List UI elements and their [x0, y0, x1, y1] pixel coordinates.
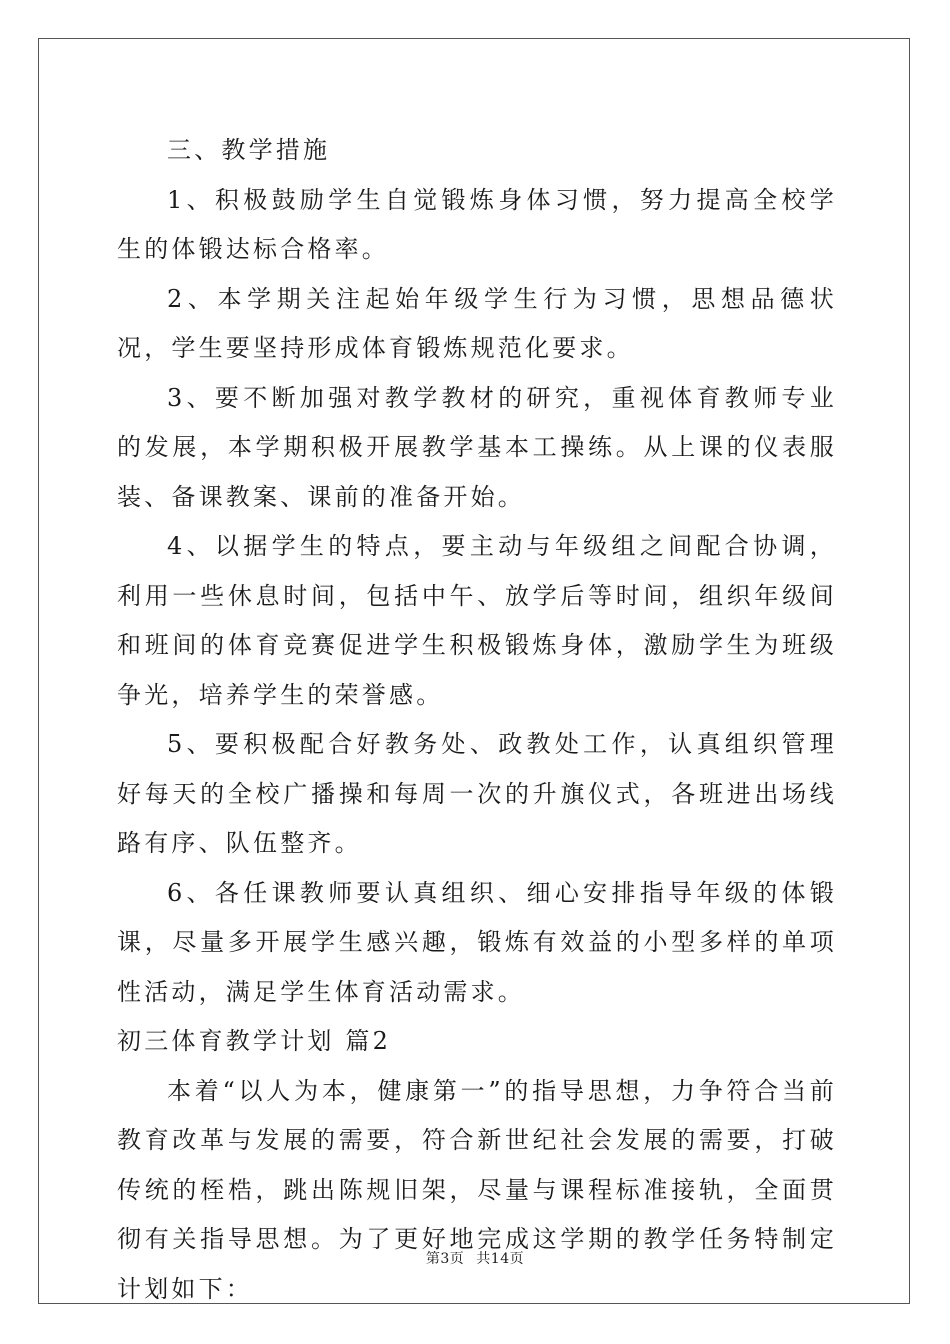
page-total: 共14页 — [476, 1251, 525, 1267]
intro-paragraph: 本着“以人为本，健康第一”的指导思想，力争符合当前教育改革与发展的需要，符合新世纪社会发展的需要，打破传统的桎梏，跳出陈规旧架，尽量与课程标准接轨，全面贯彻有关指导思想。为了更好地完成这学期的教学任务特制定计划如下： — [117, 1076, 837, 1303]
article-title: 初三体育教学计划 篇2 — [117, 1027, 392, 1055]
paragraph-item-2: 2、本学期关注起始年级学生行为习惯，思想品德状况，学生要坚持形成体育锻炼规范化要求。 — [117, 284, 837, 362]
paragraph-item-1: 1、积极鼓励学生自觉锻炼身体习惯，努力提高全校学生的体锻达标合格率。 — [117, 185, 837, 263]
page-footer — [0, 1248, 950, 1268]
paragraph-item-5: 5、要积极配合好教务处、政教处工作，认真组织管理好每天的全校广播操和每周一次的升旗仪式，各班进出场线路有序、队伍整齐。 — [117, 730, 837, 857]
document-body — [117, 126, 837, 1314]
paragraph-item-4: 4、以据学生的特点，要主动与年级组之间配合协调，利用一些休息时间，包括中午、放学后等时间，组织年级间和班间的体育竞赛促进学生积极锻炼身体，激励学生为班级争光，培养学生的荣誉感。 — [117, 532, 837, 709]
paragraph-item-6: 6、各任课教师要认真组织、细心安排指导年级的体锻课，尽量多开展学生感兴趣，锻炼有效益的小型多样的单项性活动，满足学生体育活动需求。 — [117, 878, 837, 1006]
section-heading: 三、教学措施 — [167, 136, 331, 164]
paragraph-item-3: 3、要不断加强对教学教材的研究，重视体育教师专业的发展，本学期积极开展教学基本工操练。从上课的仪表服装、备课教案、课前的准备开始。 — [117, 383, 837, 511]
page-number: 第3页 — [425, 1251, 465, 1267]
